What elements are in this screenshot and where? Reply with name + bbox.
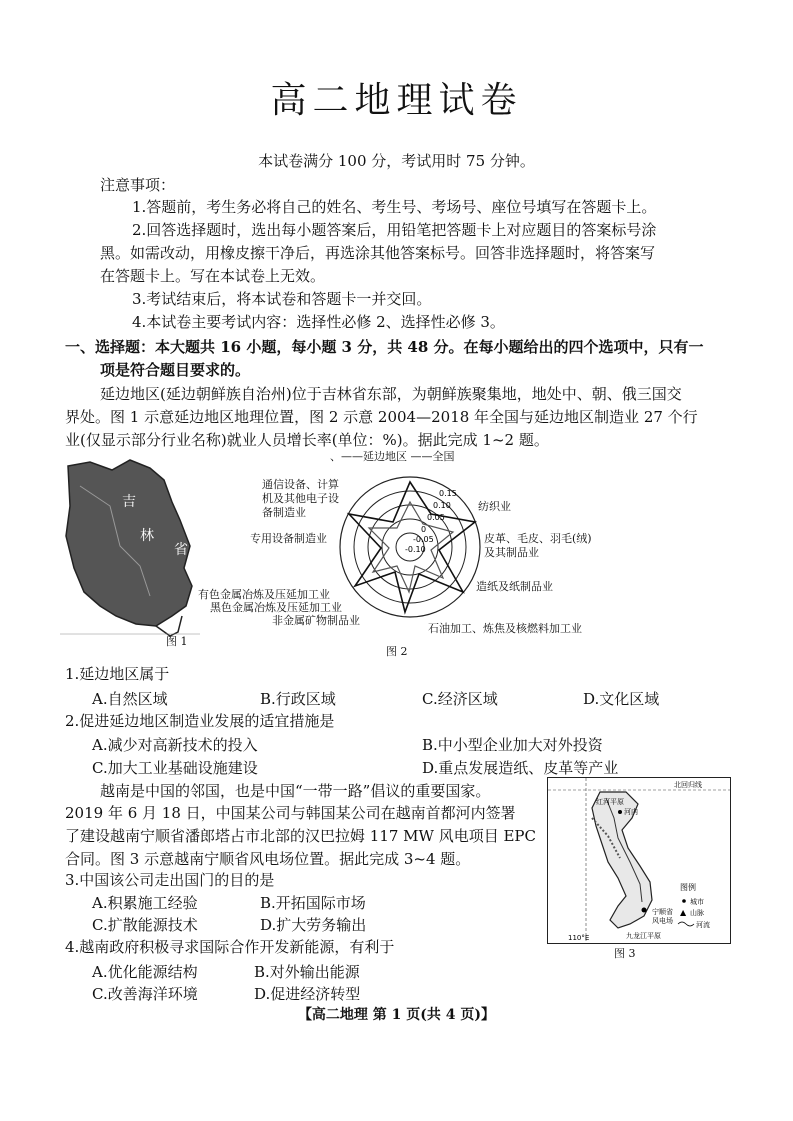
industry-label: 石油加工、炼焦及核燃料加工业: [428, 622, 582, 635]
map-label: 宁顺省: [652, 908, 673, 916]
industry-label: 皮革、毛皮、羽毛(绒): [484, 532, 592, 545]
map-label: 九龙江平原: [626, 932, 661, 940]
q2-option-a: A.减少对高新技术的投入: [92, 736, 258, 754]
notice-line: 在答题卡上。写在本试卷上无效。: [100, 267, 326, 285]
question-1-stem: 1.延边地区属于: [65, 665, 170, 683]
question-3-stem: 3.中国该公司走出国门的目的是: [65, 871, 275, 889]
legend-mountain-icon: ▲: [680, 908, 687, 917]
q2-option-b: B.中小型企业加大对外投资: [422, 736, 603, 754]
figure-1-caption: 图 1: [166, 635, 188, 648]
q3-option-a: A.积累施工经验: [92, 894, 198, 912]
vietnam-map: [548, 778, 730, 943]
q1-option-b: B.行政区域: [260, 690, 336, 708]
notice-line: 4.本试卷主要考试内容：选择性必修 2、选择性必修 3。: [132, 313, 505, 331]
map-label: 110°E: [568, 934, 590, 942]
industry-label: 通信设备、计算: [262, 478, 339, 491]
radar-tick: -0.10: [405, 545, 426, 554]
legend-item: 河流: [696, 921, 710, 929]
page-footer: 【高二地理 第 1 页(共 4 页)】: [297, 1007, 496, 1023]
section-heading: 一、选择题：本大题共 16 小题，每小题 3 分，共 48 分。在每小题给出的四个选项中，只有一: [65, 338, 704, 356]
passage-line: 延边地区(延边朝鲜族自治州)位于吉林省东部，为朝鲜族聚集地，地处中、朝、俄三国交: [100, 385, 682, 403]
passage-line: 2019 年 6 月 18 日，中国某公司与韩国某公司在越南首都河内签署: [65, 804, 516, 822]
map-char: 林: [140, 528, 154, 544]
q4-option-d: D.促进经济转型: [254, 985, 361, 1003]
legend-title: 图例: [680, 883, 696, 892]
q3-option-d: D.扩大劳务输出: [260, 916, 367, 934]
industry-label: 造纸及纸制品业: [476, 580, 553, 593]
industry-label: 黑色金属冶炼及压延加工业: [210, 601, 342, 614]
legend-item: 城市: [690, 898, 704, 906]
passage-line: 业(仅显示部分行业名称)就业人员增长率(单位：%)。据此完成 1~2 题。: [65, 431, 549, 449]
notice-heading: 注意事项：: [100, 176, 176, 194]
notice-line: 3.考试结束后，将本试卷和答题卡一并交回。: [132, 290, 432, 308]
figure-2-legend: 、——延边地区 ——全国: [330, 450, 455, 463]
industry-label: 备制造业: [262, 506, 306, 519]
radar-chart: [335, 462, 485, 632]
q4-option-c: C.改善海洋环境: [92, 985, 198, 1003]
question-4-stem: 4.越南政府积极寻求国际合作开发新能源，有利于: [65, 938, 395, 956]
industry-label: 纺织业: [478, 500, 511, 513]
country-shape: [592, 792, 652, 928]
legend-item: 山脉: [690, 909, 704, 917]
page-title: 高二地理试卷: [270, 80, 523, 121]
q3-option-c: C.扩散能源技术: [92, 916, 198, 934]
q2-option-d: D.重点发展造纸、皮革等产业: [422, 759, 619, 777]
notice-line: 黑。如需改动，用橡皮擦干净后，再选涂其他答案标号。回答非选择题时，将答案写: [100, 244, 656, 262]
map-char: 省: [174, 542, 188, 558]
map-label: 红河平原: [596, 798, 624, 806]
tropic-label: 北回归线: [674, 781, 702, 789]
legend-city-icon: [682, 899, 686, 903]
figure-2-caption: 图 2: [386, 645, 408, 658]
map-char: 吉: [122, 494, 136, 510]
q1-option-a: A.自然区域: [92, 690, 168, 708]
yanbian-map: [60, 456, 200, 651]
figure-3-map: [547, 777, 731, 944]
question-2-stem: 2.促进延边地区制造业发展的适宜措施是: [65, 712, 335, 730]
q4-option-b: B.对外输出能源: [254, 963, 360, 981]
q2-option-c: C.加大工业基础设施建设: [92, 759, 258, 777]
q4-option-a: A.优化能源结构: [92, 963, 198, 981]
q1-option-c: C.经济区域: [422, 690, 498, 708]
legend-river-icon: [678, 922, 694, 926]
industry-label: 机及其他电子设: [262, 492, 339, 505]
radar-tick: 0: [421, 525, 427, 534]
radar-tick: 0.15: [439, 489, 457, 498]
section-heading-cont: 项是符合题目要求的。: [100, 361, 251, 379]
figure-2-radar: [335, 462, 485, 632]
passage-line: 界处。图 1 示意延边地区地理位置，图 2 示意 2004—2018 年全国与延边地区制造业 27 个行: [65, 408, 698, 426]
radar-tick: -0.05: [413, 535, 434, 544]
figure-1-map: [60, 456, 200, 651]
industry-label: 有色金属冶炼及压延加工业: [198, 588, 330, 601]
radar-tick: 0.05: [427, 513, 445, 522]
map-label: 风电场: [652, 917, 673, 925]
passage-line: 越南是中国的邻国，也是中国“一带一路”倡议的重要国家。: [100, 782, 491, 800]
city-dot-hanoi: [618, 810, 622, 814]
radar-tick: 0.10: [433, 501, 451, 510]
passage-line: 合同。图 3 示意越南宁顺省风电场位置。据此完成 3~4 题。: [65, 850, 471, 868]
q3-option-b: B.开拓国际市场: [260, 894, 366, 912]
notice-line: 1.答题前，考生务必将自己的姓名、考生号、考场号、座位号填写在答题卡上。: [132, 198, 657, 216]
industry-label: 专用设备制造业: [250, 532, 327, 545]
exam-subtitle: 本试卷满分 100 分，考试用时 75 分钟。: [258, 152, 535, 170]
q1-option-d: D.文化区域: [583, 690, 660, 708]
map-label: 河内: [624, 808, 638, 816]
notice-line: 2.回答选择题时，选出每小题答案后，用铅笔把答题卡上对应题目的答案标号涂: [132, 221, 657, 239]
industry-label: 非金属矿物制品业: [272, 614, 360, 627]
passage-line: 了建设越南宁顺省潘郎塔占市北部的汉巴拉姆 117 MW 风电项目 EPC: [65, 827, 537, 845]
figure-3-caption: 图 3: [614, 947, 636, 960]
wind-farm-marker: [642, 908, 647, 913]
industry-label: 及其制品业: [484, 546, 539, 559]
